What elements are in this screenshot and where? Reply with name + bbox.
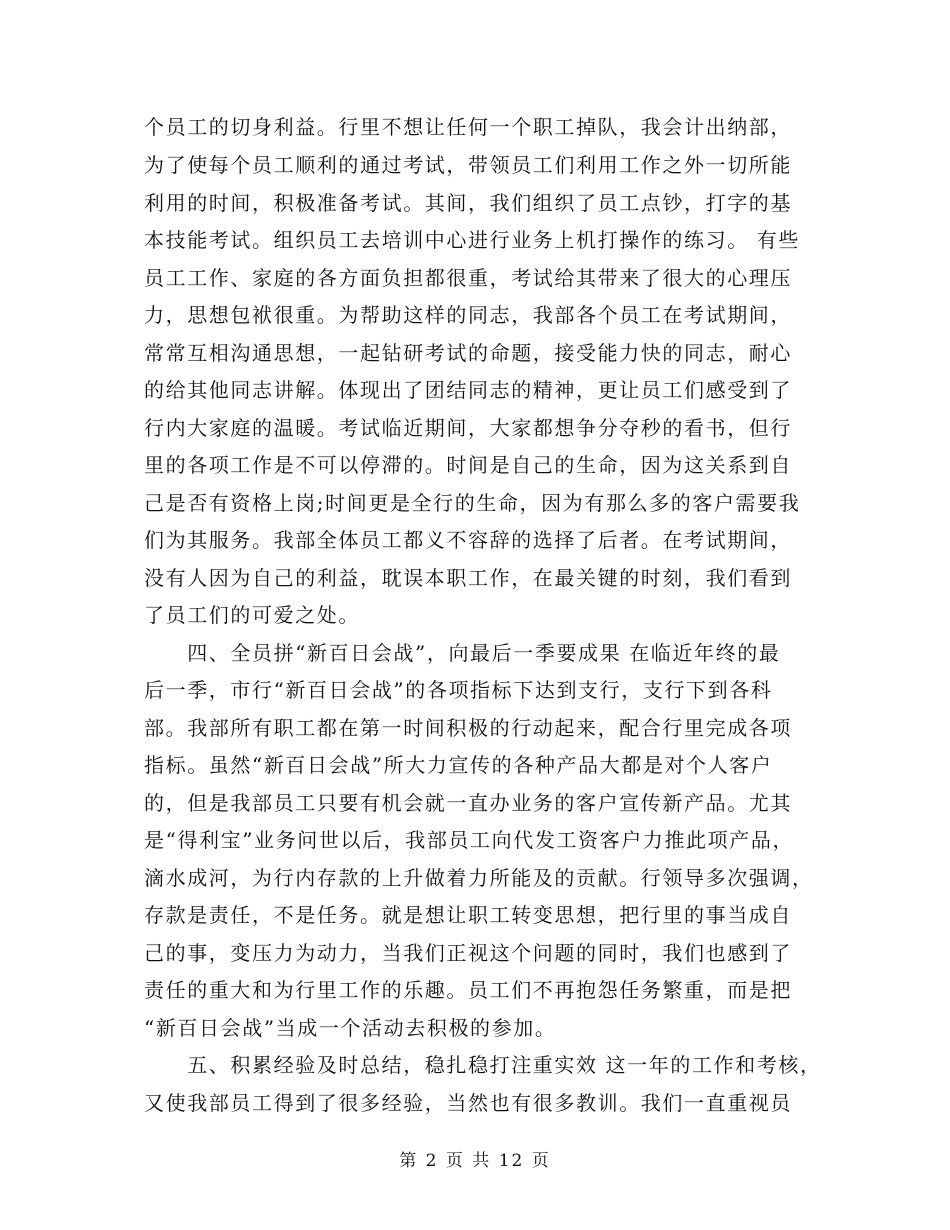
text-line: 己的事，变压力为动力，当我们正视这个问题的同时，我们也感到了 — [144, 941, 792, 965]
text-line: 四、全员拼“新百日会战”，向最后一季要成果 在临近年终的最 — [144, 641, 781, 665]
text-line: 是“得利宝”业务问世以后，我部员工向代发工资客户力推此项产品， — [144, 828, 795, 852]
text-line: 责任的重大和为行里工作的乐趣。员工们不再抱怨任务繁重，而是把 — [144, 978, 792, 1002]
text-line: 个员工的切身利益。行里不想让任何一个职工掉队，我会计出纳部， — [144, 115, 792, 139]
text-line: 滴水成河，为行内存款的上升做着力所能及的贡献。行领导多次强调， — [144, 866, 814, 890]
text-line: 部。我部所有职工都在第一时间积极的行动起来，配合行里完成各项 — [144, 716, 792, 740]
text-line: 常常互相沟通思想，一起钻研考试的命题，接受能力快的同志，耐心 — [144, 341, 792, 365]
text-line: 里的各项工作是不可以停滞的。时间是自己的生命，因为这关系到自 — [144, 453, 792, 477]
text-line: 为了使每个员工顺利的通过考试，带领员工们利用工作之外一切所能 — [144, 153, 792, 177]
text-line: 己是否有资格上岗;时间更是全行的生命，因为有那么多的客户需要我 — [144, 491, 801, 515]
text-line: 行内大家庭的温暖。考试临近期间，大家都想争分夺秒的看书，但行 — [144, 416, 792, 440]
text-line: 的，但是我部员工只要有机会就一直办业务的客户宣传新产品。尤其 — [144, 791, 792, 815]
text-line: 没有人因为自己的利益，耽误本职工作，在最关键的时刻，我们看到 — [144, 566, 792, 590]
text-line: 存款是责任，不是任务。就是想让职工转变思想，把行里的事当成自 — [144, 903, 792, 927]
text-line: 们为其服务。我部全体员工都义不容辞的选择了后者。在考试期间， — [144, 528, 792, 552]
text-line: 的给其他同志讲解。体现出了团结同志的精神，更让员工们感受到了 — [144, 378, 792, 402]
text-line: “新百日会战”当成一个活动去积极的参加。 — [144, 1016, 557, 1040]
text-line: 五、积累经验及时总结，稳扎稳打注重实效 这一年的工作和考核， — [144, 1053, 822, 1077]
text-line: 利用的时间，积极准备考试。其间，我们组织了员工点钞，打字的基 — [144, 191, 792, 215]
text-line: 本技能考试。组织员工去培训中心进行业务上机打操作的练习。 有些 — [144, 228, 800, 252]
text-line: 力，思想包袱很重。为帮助这样的同志，我部各个员工在考试期间， — [144, 303, 792, 327]
text-line: 后一季，市行“新百日会战”的各项指标下达到支行，支行下到各科 — [144, 678, 773, 702]
text-line: 了员工们的可爱之处。 — [144, 603, 360, 627]
page-footer: 第 2 页 共 12 页 — [399, 1151, 551, 1171]
text-line: 员工工作、家庭的各方面负担都很重，考试给其带来了很大的心理压 — [144, 266, 792, 290]
text-line: 又使我部员工得到了很多经验，当然也有很多教训。我们一直重视员 — [144, 1091, 792, 1115]
text-line: 指标。虽然“新百日会战”所大力宣传的各种产品大都是对个人客户 — [144, 753, 773, 777]
